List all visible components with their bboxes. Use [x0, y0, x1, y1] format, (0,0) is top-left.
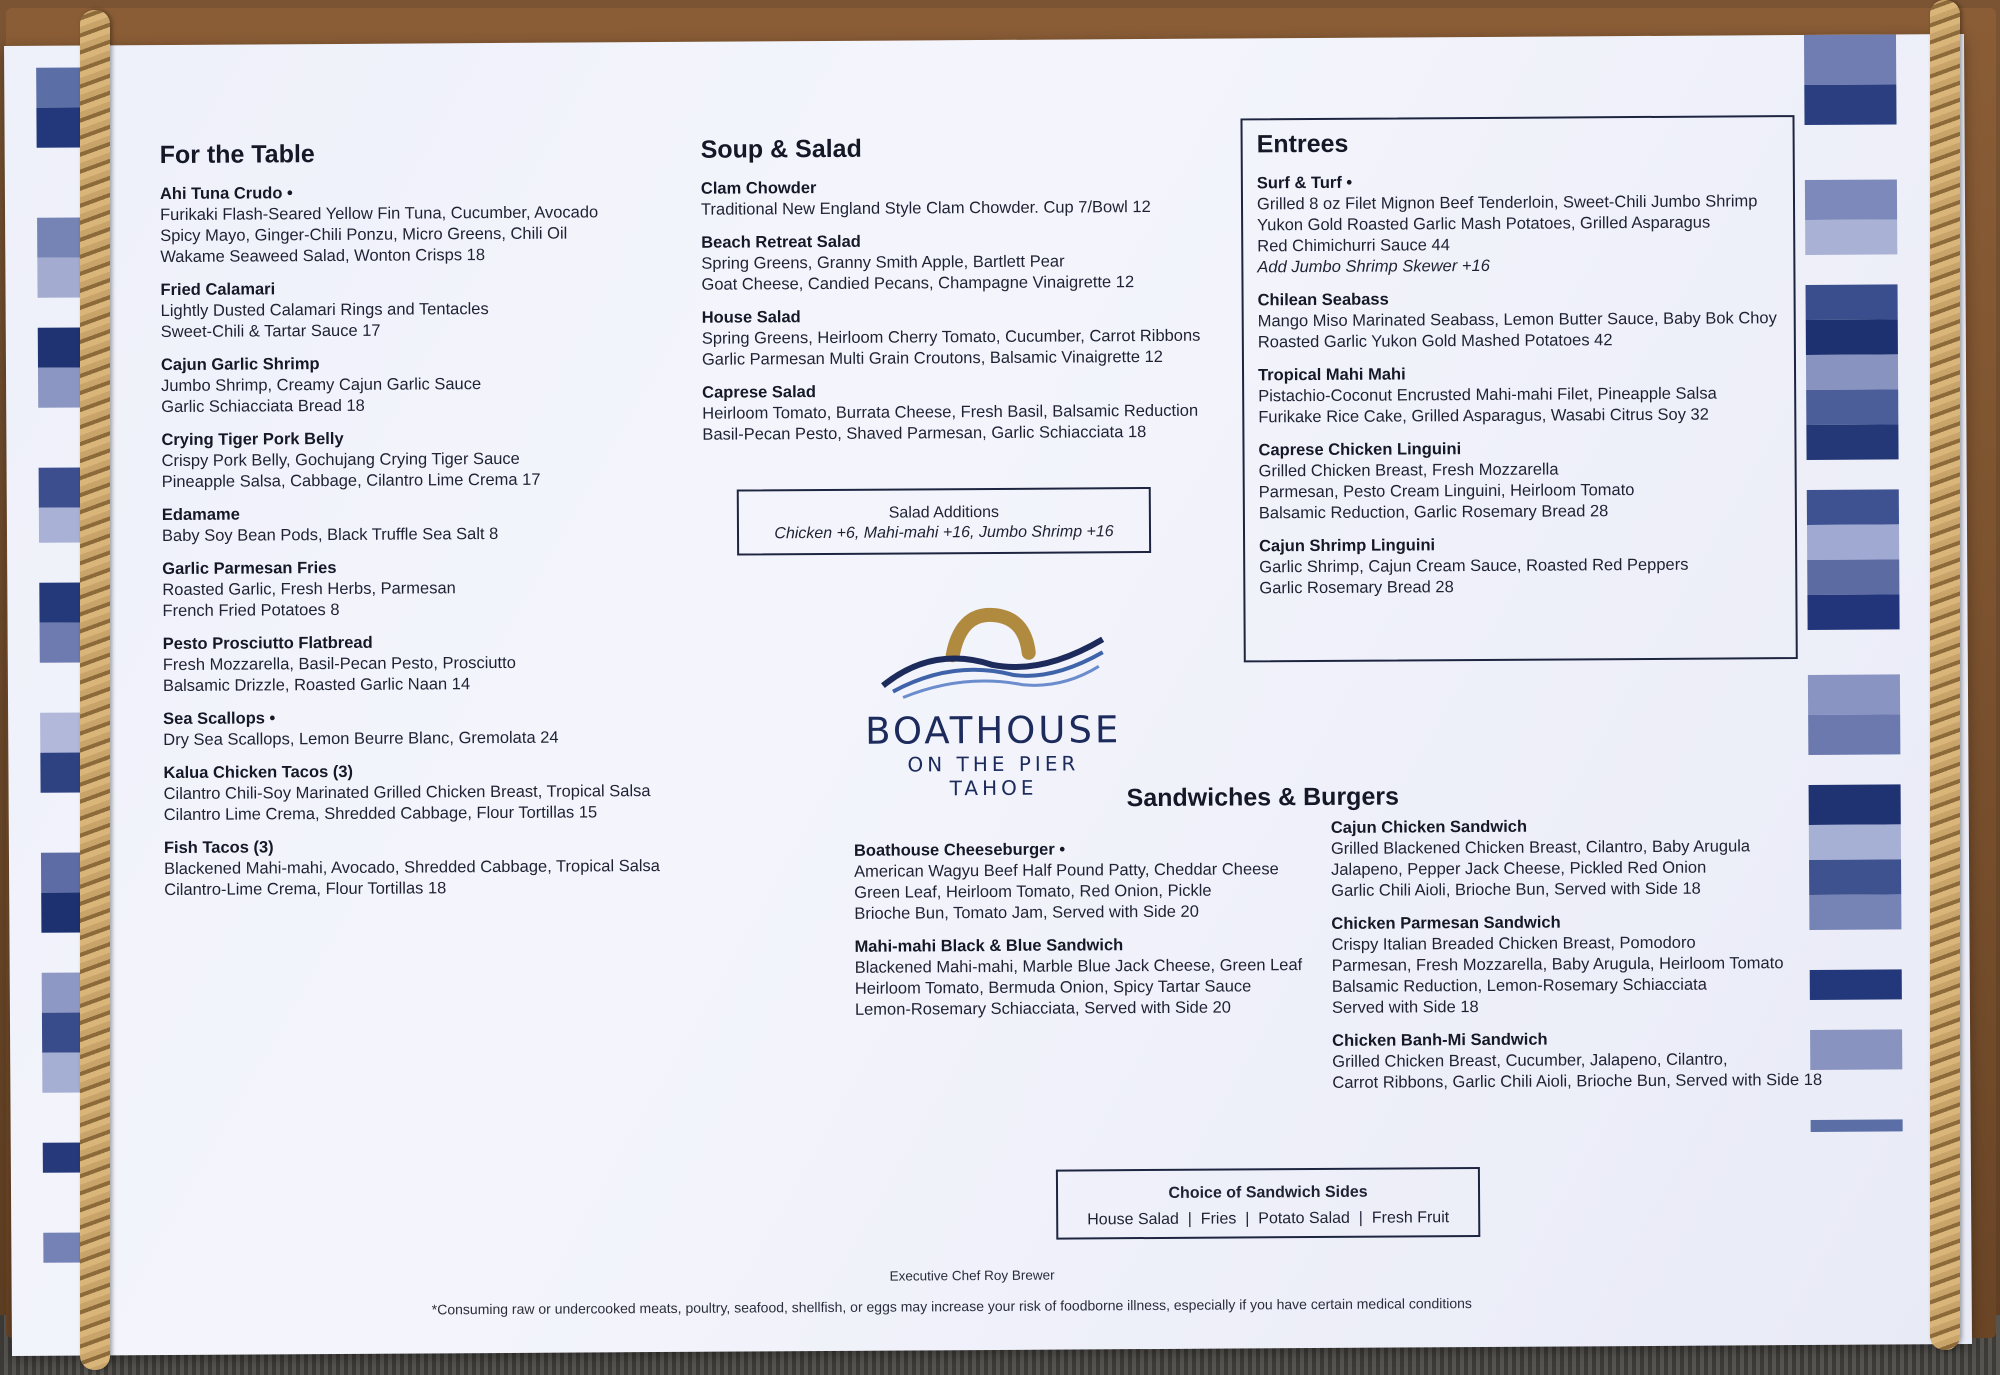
section-title-soup-salad: Soup & Salad: [700, 134, 862, 164]
menu-item-description: Crispy Pork Belly, Gochujang Crying Tiger Sauce: [161, 449, 520, 471]
sandwiches-right-column: [1331, 815, 1873, 1106]
menu-item-description: Carrot Ribbons, Garlic Chili Aioli, Brioche Bun, Served with Side 18: [1332, 1070, 1823, 1092]
menu-item-description: Lightly Dusted Calamari Rings and Tentacles: [160, 300, 489, 321]
menu-item-description: Grilled Chicken Breast, Cucumber, Jalapeno, Cilantro,: [1332, 1050, 1728, 1071]
sandwich-sides-box: [1056, 1167, 1480, 1240]
sandwiches-right-items: [1331, 815, 1873, 1094]
menu-item: [1332, 1028, 1872, 1094]
menu-item-description: Balsamic Reduction, Lemon-Rosemary Schiacciata: [1331, 975, 1707, 996]
menu-item-description: American Wagyu Beef Half Pound Patty, Cheddar Cheese: [854, 860, 1279, 881]
menu-item-description: Wakame Seaweed Salad, Wonton Crisps 18: [160, 246, 486, 267]
for-the-table-items: [160, 181, 724, 901]
menu-item-description: Furikaki Flash-Seared Yellow Fin Tuna, Cucumber, Avocado: [159, 203, 599, 225]
menu-item: [163, 760, 723, 826]
menu-item: [1259, 533, 1789, 599]
menu-item: [163, 631, 723, 697]
soup-salad-section: [701, 132, 1263, 457]
menu-item-description: Parmesan, Pesto Cream Linguini, Heirloom Tomato: [1258, 481, 1635, 502]
menu-item-description: Garlic Schiacciata Bread 18: [161, 396, 365, 417]
menu-item-name: Ahi Tuna Crudo •: [159, 184, 293, 204]
menu-item: [701, 175, 1261, 220]
salad-additions-box: [737, 487, 1151, 556]
for-the-table-section: [160, 138, 725, 913]
menu-item: [161, 352, 721, 418]
menu-item-description: French Fried Potatoes 8: [162, 600, 340, 621]
menu-item-description: Crispy Italian Breaded Chicken Breast, Pomodoro: [1331, 933, 1696, 954]
left-rope: [80, 10, 110, 1370]
menu-item-description: Garlic Parmesan Multi Grain Croutons, Balsamic Vinaigrette 12: [701, 347, 1163, 369]
menu-item-name: Kalua Chicken Tacos (3): [163, 762, 354, 783]
menu-item-description: Roasted Garlic Yukon Gold Mashed Potatoes 42: [1257, 331, 1613, 352]
menu-item: [1258, 362, 1788, 428]
menu-item-description: Jumbo Shrimp, Creamy Cajun Garlic Sauce: [161, 375, 482, 396]
foodborne-illness-disclaimer: *Consuming raw or undercooked meats, poultry, seafood, shellfish, or eggs may increase your risk of foodborne illness, especially if you have certain medical conditions: [431, 1295, 1472, 1318]
menu-item: [1331, 815, 1872, 902]
boathouse-logo: [847, 594, 1138, 801]
menu-item-description: Blackened Mahi-mahi, Marble Blue Jack Cheese, Green Leaf: [854, 956, 1303, 977]
sandwiches-left-column: [854, 838, 1335, 1033]
menu-item-description: Garlic Chili Aioli, Brioche Bun, Served with Side 18: [1331, 879, 1701, 900]
menu-item-description: Cilantro-Lime Crema, Flour Tortillas 18: [164, 879, 447, 900]
menu-item-name: Pesto Prosciutto Flatbread: [162, 633, 373, 654]
section-title-sandwiches: Sandwiches & Burgers: [1126, 782, 1400, 813]
menu-item-description: Cilantro Lime Crema, Shredded Cabbage, Flour Tortillas 15: [163, 803, 598, 825]
menu-item-description: Mango Miso Marinated Seabass, Lemon Butter Sauce, Baby Bok Choy: [1257, 309, 1777, 331]
menu-item-name: Garlic Parmesan Fries: [162, 558, 337, 579]
entrees-section: [1257, 127, 1790, 611]
menu-paper: [4, 34, 1972, 1356]
menu-item: [160, 181, 721, 268]
menu-item-name: Boathouse Cheeseburger •: [853, 840, 1066, 860]
soup-salad-items: [701, 175, 1263, 445]
menu-item-name: Mahi-mahi Black & Blue Sandwich: [854, 936, 1124, 956]
logo-boathouse-text: BOATHOUSE: [865, 708, 1122, 753]
menu-item-name: Crying Tiger Pork Belly: [161, 429, 344, 450]
menu-item-description: Heirloom Tomato, Burrata Cheese, Fresh Basil, Balsamic Reduction: [702, 401, 1199, 423]
menu-item-name: Clam Chowder: [700, 179, 817, 198]
menu-item-description: Garlic Rosemary Bread 28: [1259, 578, 1454, 598]
menu-item-description: Pineapple Salsa, Cabbage, Cilantro Lime Crema 17: [161, 470, 541, 492]
menu-item-description: Spicy Mayo, Ginger-Chili Ponzu, Micro Greens, Chili Oil: [160, 224, 568, 246]
menu-item-description: Garlic Shrimp, Cajun Cream Sauce, Roasted Red Peppers: [1259, 555, 1689, 577]
menu-item: [1257, 170, 1788, 278]
menu-item-name: Beach Retreat Salad: [701, 232, 861, 252]
menu-item-description: Goat Cheese, Candied Pecans, Champagne Vinaigrette 12: [701, 273, 1135, 294]
menu-item-description: Balsamic Reduction, Garlic Rosemary Bread 28: [1258, 502, 1609, 523]
menu-item: [854, 934, 1335, 1021]
menu-item-name: Caprese Chicken Linguini: [1258, 440, 1462, 460]
menu-item-name: Chilean Seabass: [1257, 290, 1389, 310]
menu-item-description: Spring Greens, Heirloom Cherry Tomato, Cucumber, Carrot Ribbons: [701, 326, 1201, 348]
sandwich-sides-options: House Salad | Fries | Potato Salad | Fresh Fruit: [1087, 1209, 1450, 1229]
menu-item-description: Brioche Bun, Tomato Jam, Served with Side 20: [854, 902, 1199, 923]
sun-wave-logo-icon: [872, 594, 1113, 705]
menu-item-name: Fried Calamari: [160, 280, 276, 300]
menu-item-description: Basil-Pecan Pesto, Shaved Parmesan, Garlic Schiacciata 18: [702, 423, 1147, 444]
menu-item: [702, 304, 1262, 370]
menu-item-description: Baby Soy Bean Pods, Black Truffle Sea Salt 8: [161, 524, 499, 546]
menu-item-name: Chicken Banh-Mi Sandwich: [1332, 1030, 1548, 1050]
section-title-entrees: Entrees: [1256, 129, 1349, 159]
menu-item: [702, 379, 1262, 445]
menu-item-description: Parmesan, Fresh Mozzarella, Baby Arugula, Heirloom Tomato: [1331, 954, 1784, 975]
menu-item: [1331, 911, 1872, 1019]
logo-tahoe-text: TAHOE: [949, 775, 1038, 801]
menu-item-name: Chicken Parmesan Sandwich: [1331, 913, 1561, 933]
menu-item: [701, 229, 1261, 295]
menu-item-description: Heirloom Tomato, Bermuda Onion, Spicy Tartar Sauce: [854, 977, 1252, 998]
menu-item-description: Roasted Garlic, Fresh Herbs, Parmesan: [162, 579, 456, 600]
right-rope: [1930, 0, 1960, 1350]
menu-item: [162, 556, 722, 622]
menu-item-description: Served with Side 18: [1331, 998, 1479, 1017]
menu-item-name: Sea Scallops •: [163, 709, 276, 729]
menu-item-description: Blackened Mahi-mahi, Avocado, Shredded Cabbage, Tropical Salsa: [163, 857, 661, 879]
menu-item-description: Balsamic Drizzle, Roasted Garlic Naan 14: [162, 675, 471, 696]
menu-item-description: Cilantro Chili-Soy Marinated Grilled Chicken Breast, Tropical Salsa: [163, 782, 651, 804]
menu-item: [160, 277, 720, 343]
menu-item-name: Cajun Chicken Sandwich: [1330, 817, 1528, 837]
menu-item-description: Jalapeno, Pepper Jack Cheese, Pickled Red Onion: [1331, 858, 1707, 879]
menu-item-description: Grilled 8 oz Filet Mignon Beef Tenderloin, Sweet-Chili Jumbo Shrimp: [1256, 192, 1758, 214]
menu-item-description: Furikake Rice Cake, Grilled Asparagus, Wasabi Citrus Soy 32: [1258, 405, 1709, 427]
logo-on-the-pier-text: ON THE PIER: [907, 751, 1080, 777]
sandwiches-left-items: [854, 838, 1335, 1021]
menu-item-name: Cajun Shrimp Linguini: [1259, 536, 1436, 556]
menu-item: [162, 502, 722, 547]
menu-item-description: Grilled Blackened Chicken Breast, Cilantro, Baby Arugula: [1330, 837, 1751, 858]
menu-item-description: Lemon-Rosemary Schiacciata, Served with Side 20: [854, 998, 1231, 1019]
menu-item: [164, 835, 724, 901]
menu-item: [1258, 287, 1788, 353]
menu-item-name: House Salad: [701, 308, 801, 327]
menu-item-description: Spring Greens, Granny Smith Apple, Bartlett Pear: [701, 252, 1065, 273]
menu-item-description: Traditional New England Style Clam Chowder. Cup 7/Bowl 12: [700, 197, 1151, 219]
menu-item: [1258, 437, 1789, 524]
menu-item-description: Dry Sea Scallops, Lemon Beurre Blanc, Gremolata 24: [163, 728, 559, 750]
menu-item: [163, 706, 723, 751]
menu-item-addon: Add Jumbo Shrimp Skewer +16: [1257, 256, 1490, 277]
menu-item-description: Red Chimichurri Sauce 44: [1257, 236, 1450, 256]
executive-chef-credit: Executive Chef Roy Brewer: [889, 1267, 1055, 1284]
menu-item-name: Tropical Mahi Mahi: [1257, 365, 1406, 385]
salad-additions-text: Chicken +6, Mahi-mahi +16, Jumbo Shrimp +16: [774, 523, 1114, 543]
menu-item: [161, 427, 721, 493]
menu-item-name: Edamame: [161, 505, 240, 525]
section-title-for-the-table: For the Table: [159, 140, 315, 170]
menu-item: [854, 838, 1335, 925]
menu-item-name: Surf & Turf •: [1256, 173, 1353, 193]
menu-item-description: Fresh Mozzarella, Basil-Pecan Pesto, Prosciutto: [162, 653, 516, 675]
menu-item-name: Caprese Salad: [702, 383, 816, 402]
salad-additions-title: Salad Additions: [888, 503, 1000, 522]
menu-item-description: Green Leaf, Heirloom Tomato, Red Onion, Pickle: [854, 881, 1212, 902]
menu-item-name: Cajun Garlic Shrimp: [160, 355, 320, 375]
menu-item-description: Yukon Gold Roasted Garlic Mash Potatoes, Grilled Asparagus: [1257, 213, 1711, 235]
menu-item-description: Pistachio-Coconut Encrusted Mahi-mahi Filet, Pineapple Salsa: [1258, 384, 1717, 406]
menu-item-description: Grilled Chicken Breast, Fresh Mozzarella: [1258, 460, 1559, 481]
entrees-items: [1257, 170, 1790, 599]
sandwich-sides-title: Choice of Sandwich Sides: [1168, 1183, 1368, 1202]
menu-item-name: Fish Tacos (3): [163, 838, 274, 858]
menu-item-description: Sweet-Chili & Tartar Sauce 17: [160, 321, 381, 342]
